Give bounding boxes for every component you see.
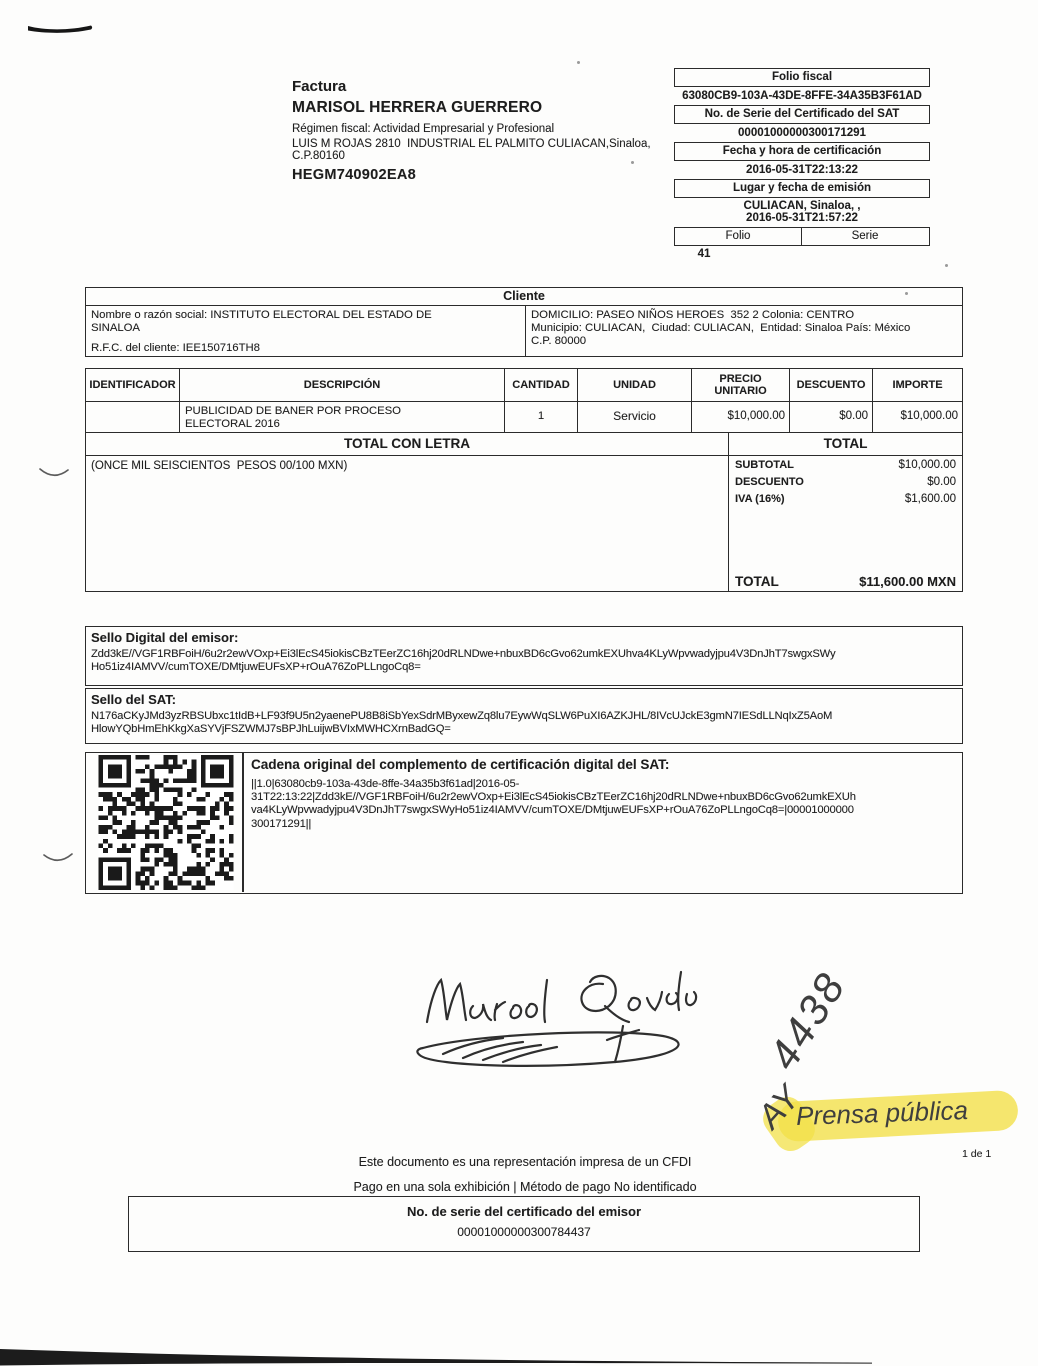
- grand-total-value: $11,600.00 MXN: [859, 574, 956, 589]
- item-identificador: [86, 402, 180, 432]
- emitter-address-line2: C.P.80160: [292, 150, 345, 162]
- emitter-cert-value: 00001000000300784437: [457, 1225, 591, 1239]
- sello-sat-title: Sello del SAT:: [91, 692, 176, 707]
- item-descripcion: [180, 402, 505, 432]
- totals-header-row: [86, 433, 962, 456]
- cadena-line2: 31T22:13:22|Zdd3kE//VGF1RBFoiH/6u2r2ewVOxp+Ei3lEcS45iokisCBzTEerZC16hj20dRLNDwe+nbuxBD6cGvo62umkEXUh: [251, 791, 856, 804]
- cadena-divider: [242, 753, 244, 892]
- emitter-rfc: HEGM740902EA8: [292, 167, 416, 183]
- col-descripcion: DESCRIPCIÓN: [180, 369, 505, 401]
- cadena-line4: 300171291||: [251, 817, 312, 830]
- totals-body-row: [86, 456, 962, 591]
- subtotal-value: $10,000.00: [898, 459, 956, 471]
- cert-datetime-label-box: Fecha y hora de certificación: [674, 142, 930, 161]
- totals-column: [729, 456, 962, 591]
- item-row: [86, 402, 962, 433]
- col-importe: IMPORTE: [892, 379, 943, 391]
- grand-total-row: [729, 571, 962, 591]
- sello-emisor-line1: Zdd3kE//VGF1RBFoiH/6u2r2ewVOxp+Ei3lEcS45iokisCBzTEerZC16hj20dRLNDwe+nbuxBD6cGvo62umkEXUhva4KLyWpvwadyjpu4V3DnJhT7swgxSWy: [91, 648, 836, 660]
- col-precio-unitario: PRECIO UNITARIO: [692, 369, 790, 401]
- sat-cert-label-box: No. de Serie del Certificado del SAT: [674, 105, 930, 124]
- item-importe: $10,000.00: [900, 410, 958, 422]
- cliente-domicilio-line2: Municipio: CULIACAN, Ciudad: CULIACAN, Entidad: Sinaloa País: México: [531, 322, 911, 334]
- sello-emisor-line2: Ho51iz4IAMVV/cumTOXE/DMtjuwEUFsXP+rOuA76ZoPLLngoCq8=: [91, 661, 421, 674]
- item-unidad: Servicio: [578, 402, 692, 432]
- items-header-row: [86, 369, 962, 402]
- scan-edge-bottom: [0, 1349, 872, 1366]
- cadena-line3: va4KLyWpvwadyjpu4V3DnJhT7swgxSWyHo51iz4IAMVV/cumTOXE/DMtjuwEUFsXP+rOuA76ZoPLLngoCq8=|00001000000: [251, 804, 854, 817]
- handwritten-signature: [385, 950, 715, 1075]
- issue-label-box: Lugar y fecha de emisión: [674, 179, 930, 198]
- scan-speck: [631, 161, 634, 164]
- item-descripcion-line2: ELECTORAL 2016: [185, 418, 280, 430]
- folio-fiscal-label-box: Folio fiscal: [674, 68, 930, 87]
- total-con-letra-header: TOTAL CON LETRA: [86, 433, 729, 455]
- cadena-box: [85, 752, 963, 894]
- folio-label-box: Folio: [674, 227, 802, 246]
- pen-tick-left-1: [40, 469, 68, 475]
- cliente-name-line1: Nombre o razón social: INSTITUTO ELECTORAL DEL ESTADO DE: [91, 309, 432, 321]
- cliente-rfc: R.F.C. del cliente: IEE150716TH8: [91, 342, 260, 354]
- scan-mark-top-left: [28, 26, 92, 33]
- emitter-address-line1: LUIS M ROJAS 2810 INDUSTRIAL EL PALMITO CULIACAN,Sinaloa,: [292, 138, 651, 150]
- cliente-domicilio-cell: [526, 306, 962, 357]
- page-indicator: 1 de 1: [962, 1148, 992, 1160]
- issue-datetime-value: 2016-05-31T21:57:22: [746, 212, 858, 224]
- cadena-title: Cadena original del complemento de certificación digital del SAT:: [251, 757, 670, 772]
- cliente-name-line2: SINALOA: [91, 322, 140, 334]
- emitter-cert-label: No. de serie del certificado del emisor: [406, 1204, 642, 1219]
- sello-sat-box: [85, 688, 963, 744]
- iva-value: $1,600.00: [904, 493, 956, 505]
- cadena-line1: ||1.0|63080cb9-103a-43de-8ffe-34a35b3f61ad|2016-05-: [251, 778, 520, 790]
- pen-tick-left-2: [44, 854, 72, 860]
- subtotal-row: [729, 456, 962, 473]
- scan-speck: [577, 61, 580, 64]
- cfdi-note: Este documento es una representación impresa de un CFDI: [358, 1155, 692, 1169]
- qr-code-icon: [94, 755, 238, 890]
- handwritten-highlighted-note: Prensa pública: [795, 1095, 969, 1131]
- col-identificador: IDENTIFICADOR: [86, 369, 180, 401]
- doc-type-title: Factura: [292, 78, 347, 95]
- subtotal-label: SUBTOTAL: [735, 459, 794, 471]
- total-con-letra-text: (ONCE MIL SEISCIENTOS PESOS 00/100 MXN): [86, 456, 729, 591]
- sello-emisor-title: Sello Digital del emisor:: [91, 630, 239, 645]
- total-header: TOTAL: [823, 436, 868, 451]
- descuento-row: [729, 473, 962, 490]
- emitter-regimen: Régimen fiscal: Actividad Empresarial y Profesional: [292, 123, 555, 135]
- cliente-header: Cliente: [86, 288, 962, 306]
- sello-sat-line2: HlowYQbHmEhKkgXaSYVjFSZWMJ7sBPJhLuijwBVIxMWHCXrnBadGQ=: [91, 723, 451, 736]
- emitter-cert-box: [128, 1196, 920, 1252]
- folio-number-value: 41: [697, 248, 711, 260]
- item-descuento: $0.00: [790, 402, 873, 432]
- folio-fiscal-value: 63080CB9-103A-43DE-8FFE-34A35B3F61AD: [682, 90, 922, 102]
- item-precio-unitario: $10,000.00: [692, 402, 790, 432]
- cliente-domicilio-line3: C.P. 80000: [531, 335, 587, 347]
- item-cantidad: 1: [505, 402, 578, 432]
- descuento-value: $0.00: [927, 476, 956, 488]
- handwritten-number: 4438: [759, 963, 856, 1078]
- cliente-domicilio-line1: DOMICILIO: PASEO NIÑOS HEROES 352 2 Colonia: CENTRO: [531, 309, 855, 321]
- col-cantidad: CANTIDAD: [505, 369, 578, 401]
- cert-datetime-value: 2016-05-31T22:13:22: [746, 164, 858, 176]
- grand-total-label: TOTAL: [735, 574, 779, 589]
- descuento-label: DESCUENTO: [735, 476, 804, 488]
- col-unidad: UNIDAD: [578, 369, 692, 401]
- serie-label-box: Serie: [801, 227, 930, 246]
- issue-place-value: CULIACAN, Sinaloa, ,: [743, 200, 861, 212]
- sat-cert-value: 00001000000300171291: [738, 127, 866, 139]
- payment-note: Pago en una sola exhibición | Método de pago No identificado: [353, 1180, 697, 1194]
- item-descripcion-line1: PUBLICIDAD DE BANER POR PROCESO: [185, 405, 401, 417]
- cliente-name-cell: [86, 306, 526, 357]
- scan-speck: [945, 264, 948, 267]
- iva-label: IVA (16%): [735, 493, 785, 505]
- items-table: [85, 368, 963, 592]
- sello-sat-line1: N176aCKyJMd3yzRBSUbxc1tIdB+LF93f9U5n2yaenePU8B8iSbYexSdrMByxewZq8lu7EywWqSLW6PuXI6AZKJHL/8IVcUJckE3gmN7IESdLLNqIxZ5AoM: [91, 710, 833, 722]
- sello-emisor-box: [85, 626, 963, 686]
- iva-row: [729, 490, 962, 507]
- handwritten-initials: AY: [750, 1078, 808, 1136]
- col-descuento: DESCUENTO: [790, 369, 873, 401]
- emitter-name: MARISOL HERRERA GUERRERO: [292, 99, 543, 116]
- cliente-table: [85, 287, 963, 357]
